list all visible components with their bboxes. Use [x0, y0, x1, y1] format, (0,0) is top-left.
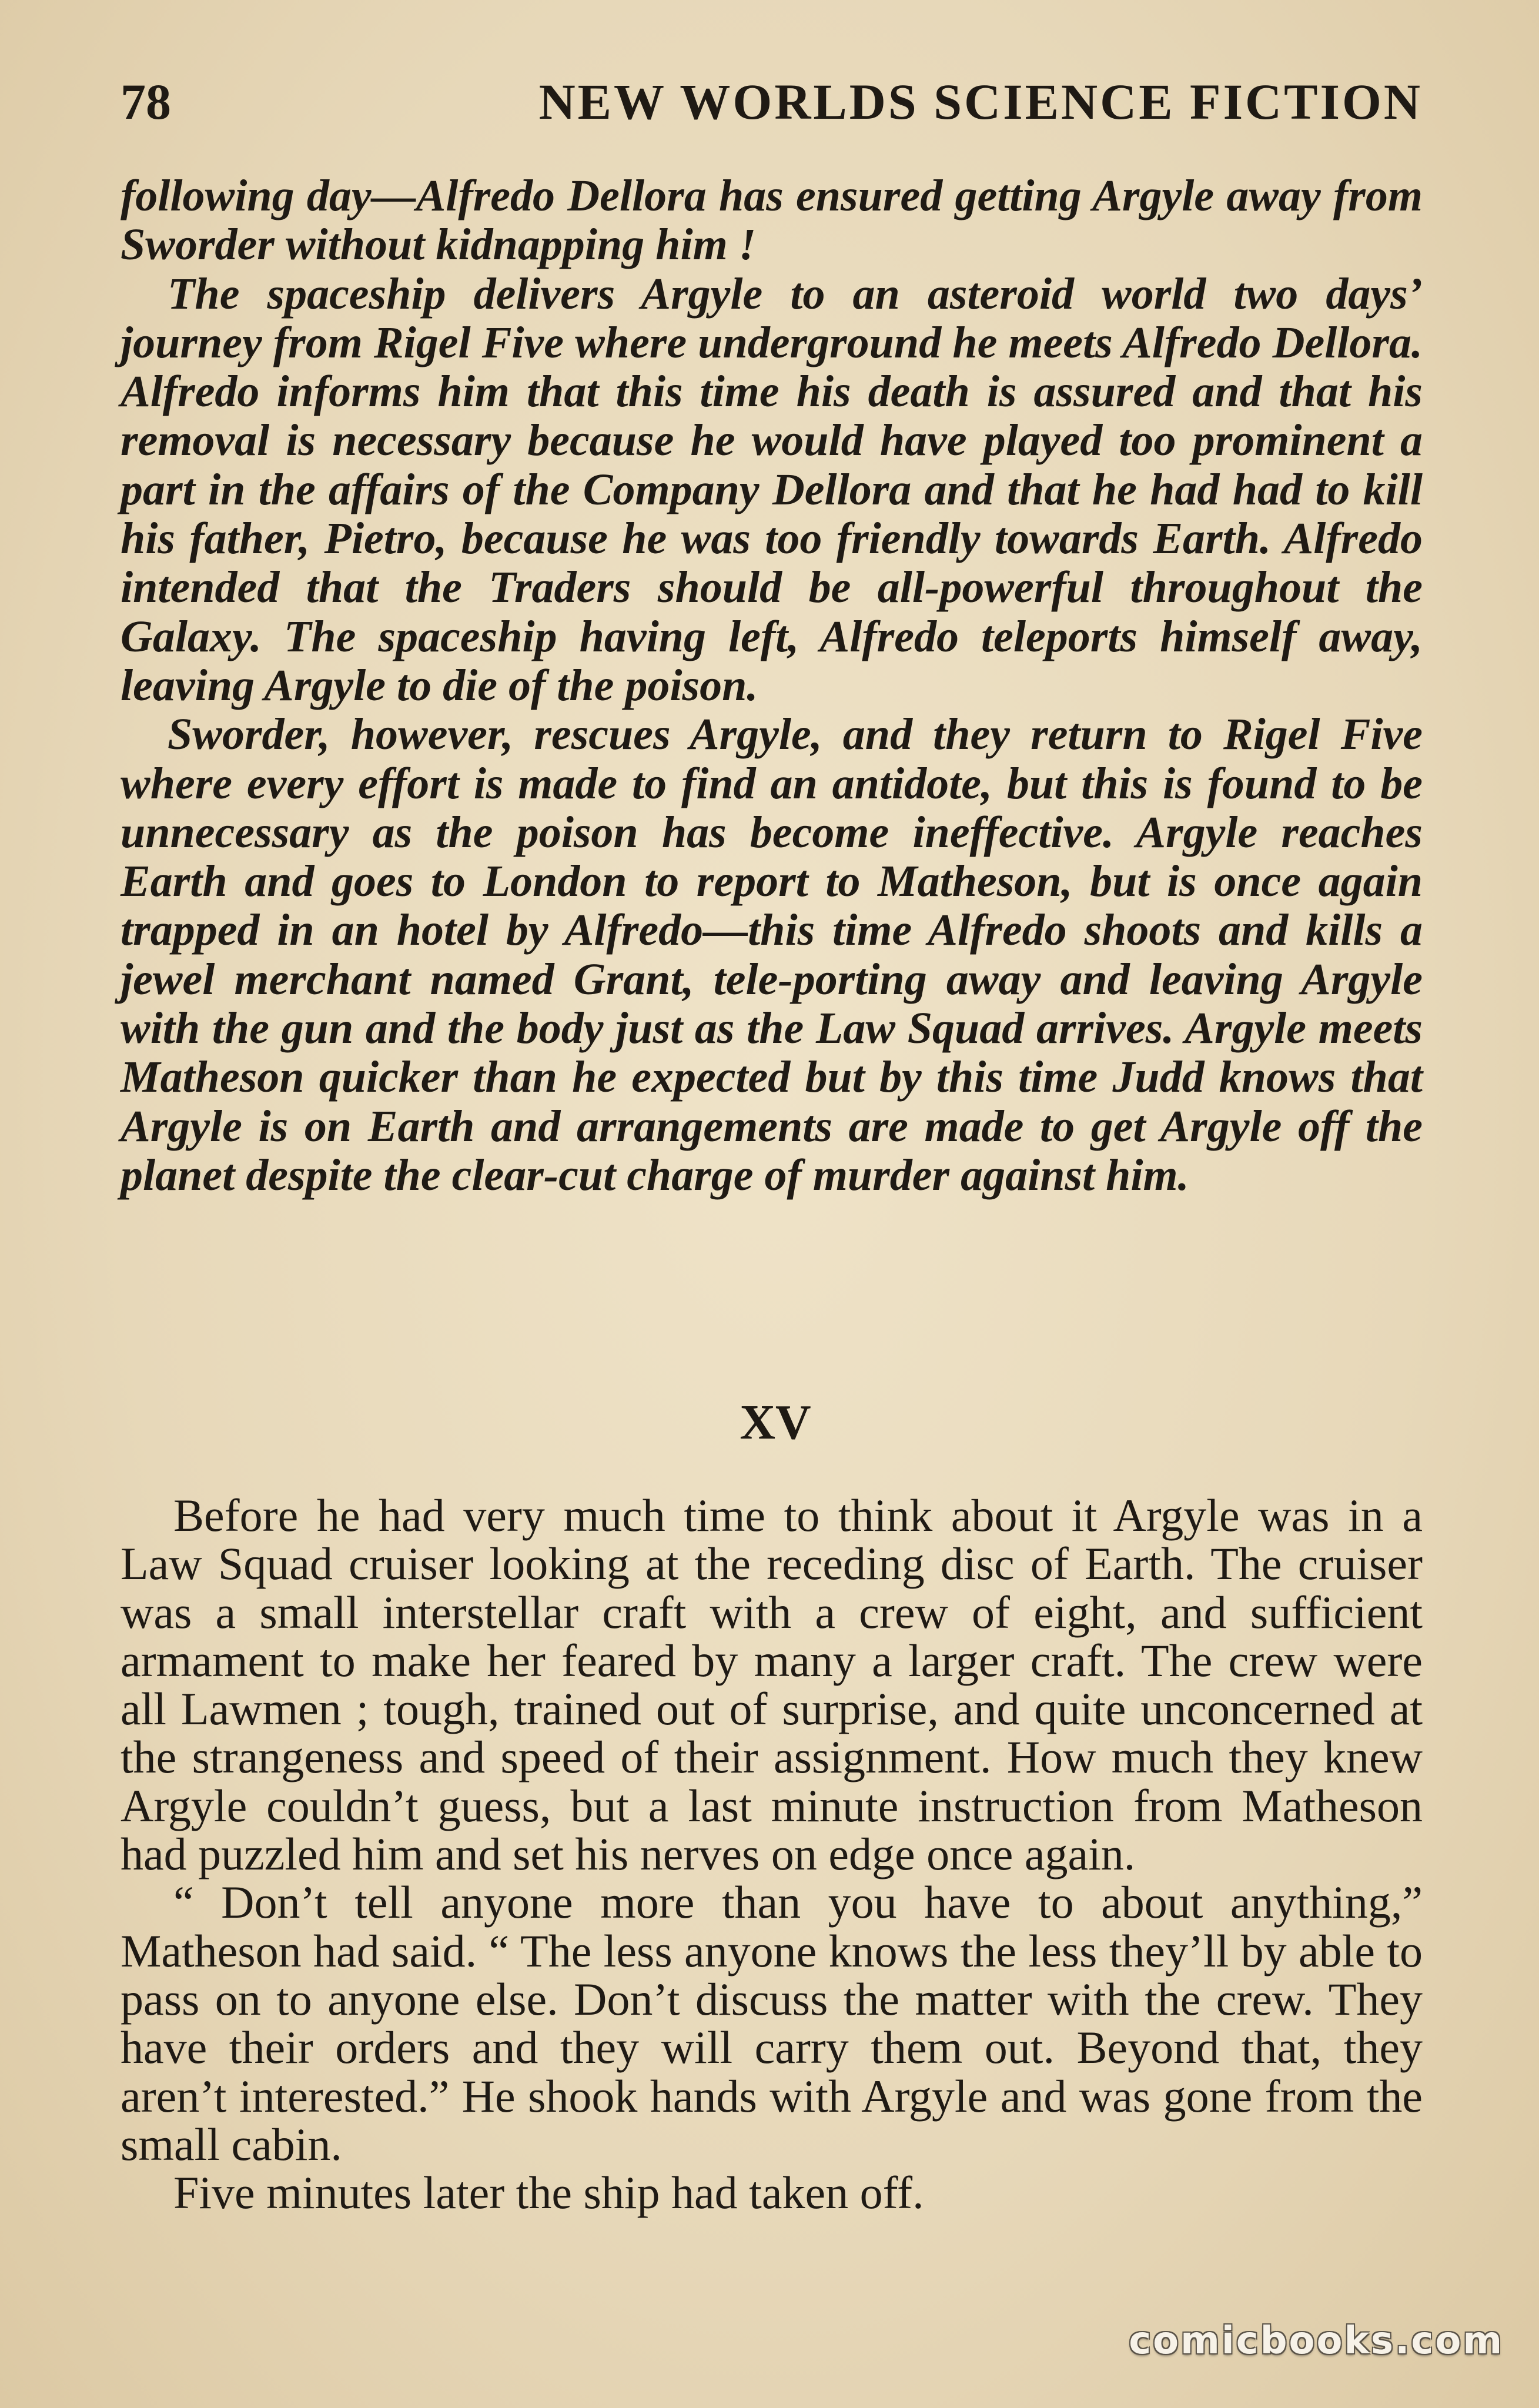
page-header	[121, 69, 1423, 134]
page-number: 78	[121, 73, 171, 130]
story-paragraph: “ Don’t tell anyone more than you have to about anything,” Matheson had said. “ The less anyone knows the less they’ll by able to pass on to anyone else. Don’t discuss the matter with the crew. They have their orders and they will carry them out. Beyond that, they aren’t interested.” He shook hands with Argyle and was gone from the small cabin.	[121, 1877, 1423, 2170]
synopsis-paragraph: following day—Alfredo Dellora has ensured getting Argyle away from Sworder without kidnapping him !	[121, 171, 1423, 270]
synopsis-section	[121, 172, 1423, 1200]
story-section	[121, 1491, 1423, 2217]
synopsis-paragraph: The spaceship delivers Argyle to an asteroid world two days’ journey from Rigel Five where underground he meets Alfredo Dellora. Alfredo informs him that this time his death is assured and that his removal is necessary because he would have played too prominent a part in the affairs of the Company Dellora and that he had had to kill his father, Pietro, because he was too friendly towards Earth. Alfredo intended that the Traders should be all-powerful throughout the Galaxy. The spaceship having left, Alfredo teleports himself away, leaving Argyle to die of the poison.	[121, 269, 1423, 710]
story-paragraph: Before he had very much time to think about it Argyle was in a Law Squad cruiser looking at the receding disc of Earth. The cruiser was a small interstellar craft with a crew of eight, and sufficient armament to make her feared by many a larger craft. The crew were all Lawmen ; tough, trained out of surprise, and quite unconcerned at the strangeness and speed of their assignment. How much they knew Argyle couldn’t guess, but a last minute instruction from Matheson had puzzled him and set his nerves on edge once again.	[121, 1490, 1423, 1880]
story-paragraph: Five minutes later the ship had taken off.	[173, 2167, 924, 2219]
synopsis-paragraph: Sworder, however, rescues Argyle, and they return to Rigel Five where every effort is made to find an antidote, but this is found to be unnecessary as the poison has become ineffective. Argyle reaches Earth and goes to London to report to Matheson, but is once again trapped in an hotel by Alfredo—this time Alfredo shoots and kills a jewel merchant named Grant, tele-porting away and leaving Argyle with the gun and the body just as the Law Squad arrives. Argyle meets Matheson quicker than he expected but by this time Judd knows that Argyle is on Earth and arrangements are made to get Argyle off the planet despite the clear-cut charge of murder against him.	[121, 710, 1423, 1200]
watermark: comicbooks.com	[1129, 2319, 1504, 2363]
running-title: NEW WORLDS SCIENCE FICTION	[538, 73, 1423, 130]
chapter-heading: XV	[740, 1395, 811, 1450]
